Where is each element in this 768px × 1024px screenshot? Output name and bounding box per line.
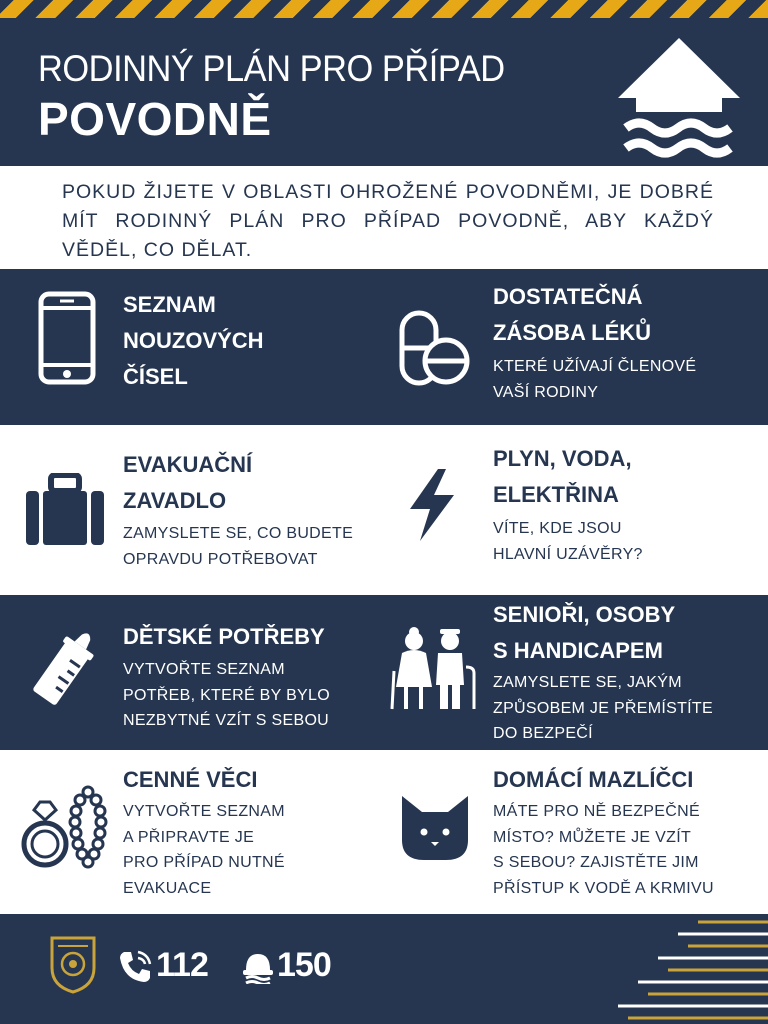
item-title: NOUZOVÝCH: [123, 328, 264, 353]
firefighter-helmet-icon: [242, 950, 274, 984]
item-medicine: [493, 279, 696, 405]
smartphone-icon: [38, 291, 96, 385]
header: [0, 18, 768, 166]
item-desc: ZPŮSOBEM JE PŘEMÍSTÍTE: [493, 699, 713, 717]
band-1: [0, 269, 768, 425]
item-title: DOSTATEČNÁ: [493, 284, 643, 309]
item-desc: S SEBOU? ZAJISTĚTE JIM: [493, 854, 699, 871]
hazard-stripe: [0, 0, 768, 18]
band-3: [0, 595, 768, 750]
suitcase-icon: [24, 473, 106, 547]
decorative-lines: [578, 914, 768, 1024]
title-line1: RODINNÝ PLÁN PRO PŘÍPAD: [38, 48, 505, 89]
jewelry-icon: [20, 784, 110, 870]
item-luggage: [123, 447, 353, 572]
title-line2: POVODNĚ: [38, 93, 272, 145]
phone-icon: [118, 950, 152, 984]
item-desc: POTŘEB, KTERÉ BY BYLO: [123, 686, 330, 704]
item-title: CENNÉ VĚCI: [123, 767, 258, 792]
item-title: ČÍSEL: [123, 364, 188, 389]
elderly-couple-icon: [388, 627, 478, 711]
fire-number: 150: [277, 946, 331, 984]
intro-text: POKUD ŽIJETE V OBLASTI OHROŽENÉ POVODNĚMI, JE DOBRÉ MÍT RODINNÝ PLÁN PRO PŘÍPAD POVODNĚ, ABY KAŽDÝ VĚDĚL, CO DĚLAT.: [62, 181, 714, 261]
item-desc: PRO PŘÍPAD NUTNÉ: [123, 854, 285, 871]
pills-icon: [398, 309, 470, 387]
item-desc: HLAVNÍ UZÁVĚRY?: [493, 545, 643, 563]
item-desc: KTERÉ UŽÍVAJÍ ČLENOVÉ: [493, 358, 697, 375]
flooded-house-icon: [616, 34, 742, 158]
lightning-icon: [406, 469, 458, 541]
cat-icon: [400, 796, 470, 862]
item-pets: [493, 762, 714, 901]
item-seniors: [493, 597, 713, 747]
item-title: DĚTSKÉ POTŘEBY: [123, 624, 325, 649]
item-desc: A PŘIPRAVTE JE: [123, 828, 255, 846]
item-desc: VYTVOŘTE SEZNAM: [123, 661, 285, 678]
item-desc: VYTVOŘTE SEZNAM: [123, 803, 285, 820]
item-desc: PŘÍSTUP K VODĚ A KRMIVU: [493, 879, 714, 897]
phone-number: 112: [156, 946, 208, 984]
item-desc: DO BEZPEČÍ: [493, 725, 593, 742]
item-valuables: [123, 762, 285, 901]
item-desc: EVAKUACE: [123, 879, 212, 897]
item-desc: VAŠÍ RODINY: [493, 383, 599, 401]
item-desc: OPRAVDU POTŘEBOVAT: [123, 550, 318, 568]
band-2: [0, 425, 768, 595]
fire-rescue-emblem-icon: [50, 936, 96, 994]
item-title: ZAVADLO: [123, 488, 227, 513]
item-desc: ZAMYSLETE SE, CO BUDETE: [123, 525, 354, 542]
band-4: [0, 750, 768, 914]
item-title: S HANDICAPEM: [493, 638, 663, 663]
item-desc: ZAMYSLETE SE, JAKÝM: [493, 674, 682, 691]
item-title: EVAKUAČNÍ: [123, 452, 253, 477]
item-title: SEZNAM: [123, 292, 216, 317]
item-utilities: [493, 441, 643, 567]
item-emergency-numbers: [123, 287, 264, 395]
item-desc: VÍTE, KDE JSOU: [493, 520, 622, 537]
item-title: ELEKTŘINA: [493, 482, 619, 507]
item-title: DOMÁCÍ MAZLÍČCI: [493, 767, 694, 792]
item-desc: MÁTE PRO NĚ BEZPEČNÉ: [493, 803, 700, 820]
item-title: SENIOŘI, OSOBY: [493, 602, 676, 627]
item-title: ZÁSOBA LÉKŮ: [493, 320, 652, 345]
baby-bottle-icon: [30, 625, 102, 707]
footer: [0, 914, 768, 1024]
item-desc: MÍSTO? MŮŽETE JE VZÍT: [493, 828, 692, 846]
item-title: PLYN, VODA,: [493, 446, 632, 471]
item-children: [123, 619, 330, 734]
item-desc: NEZBYTNÉ VZÍT S SEBOU: [123, 712, 330, 729]
